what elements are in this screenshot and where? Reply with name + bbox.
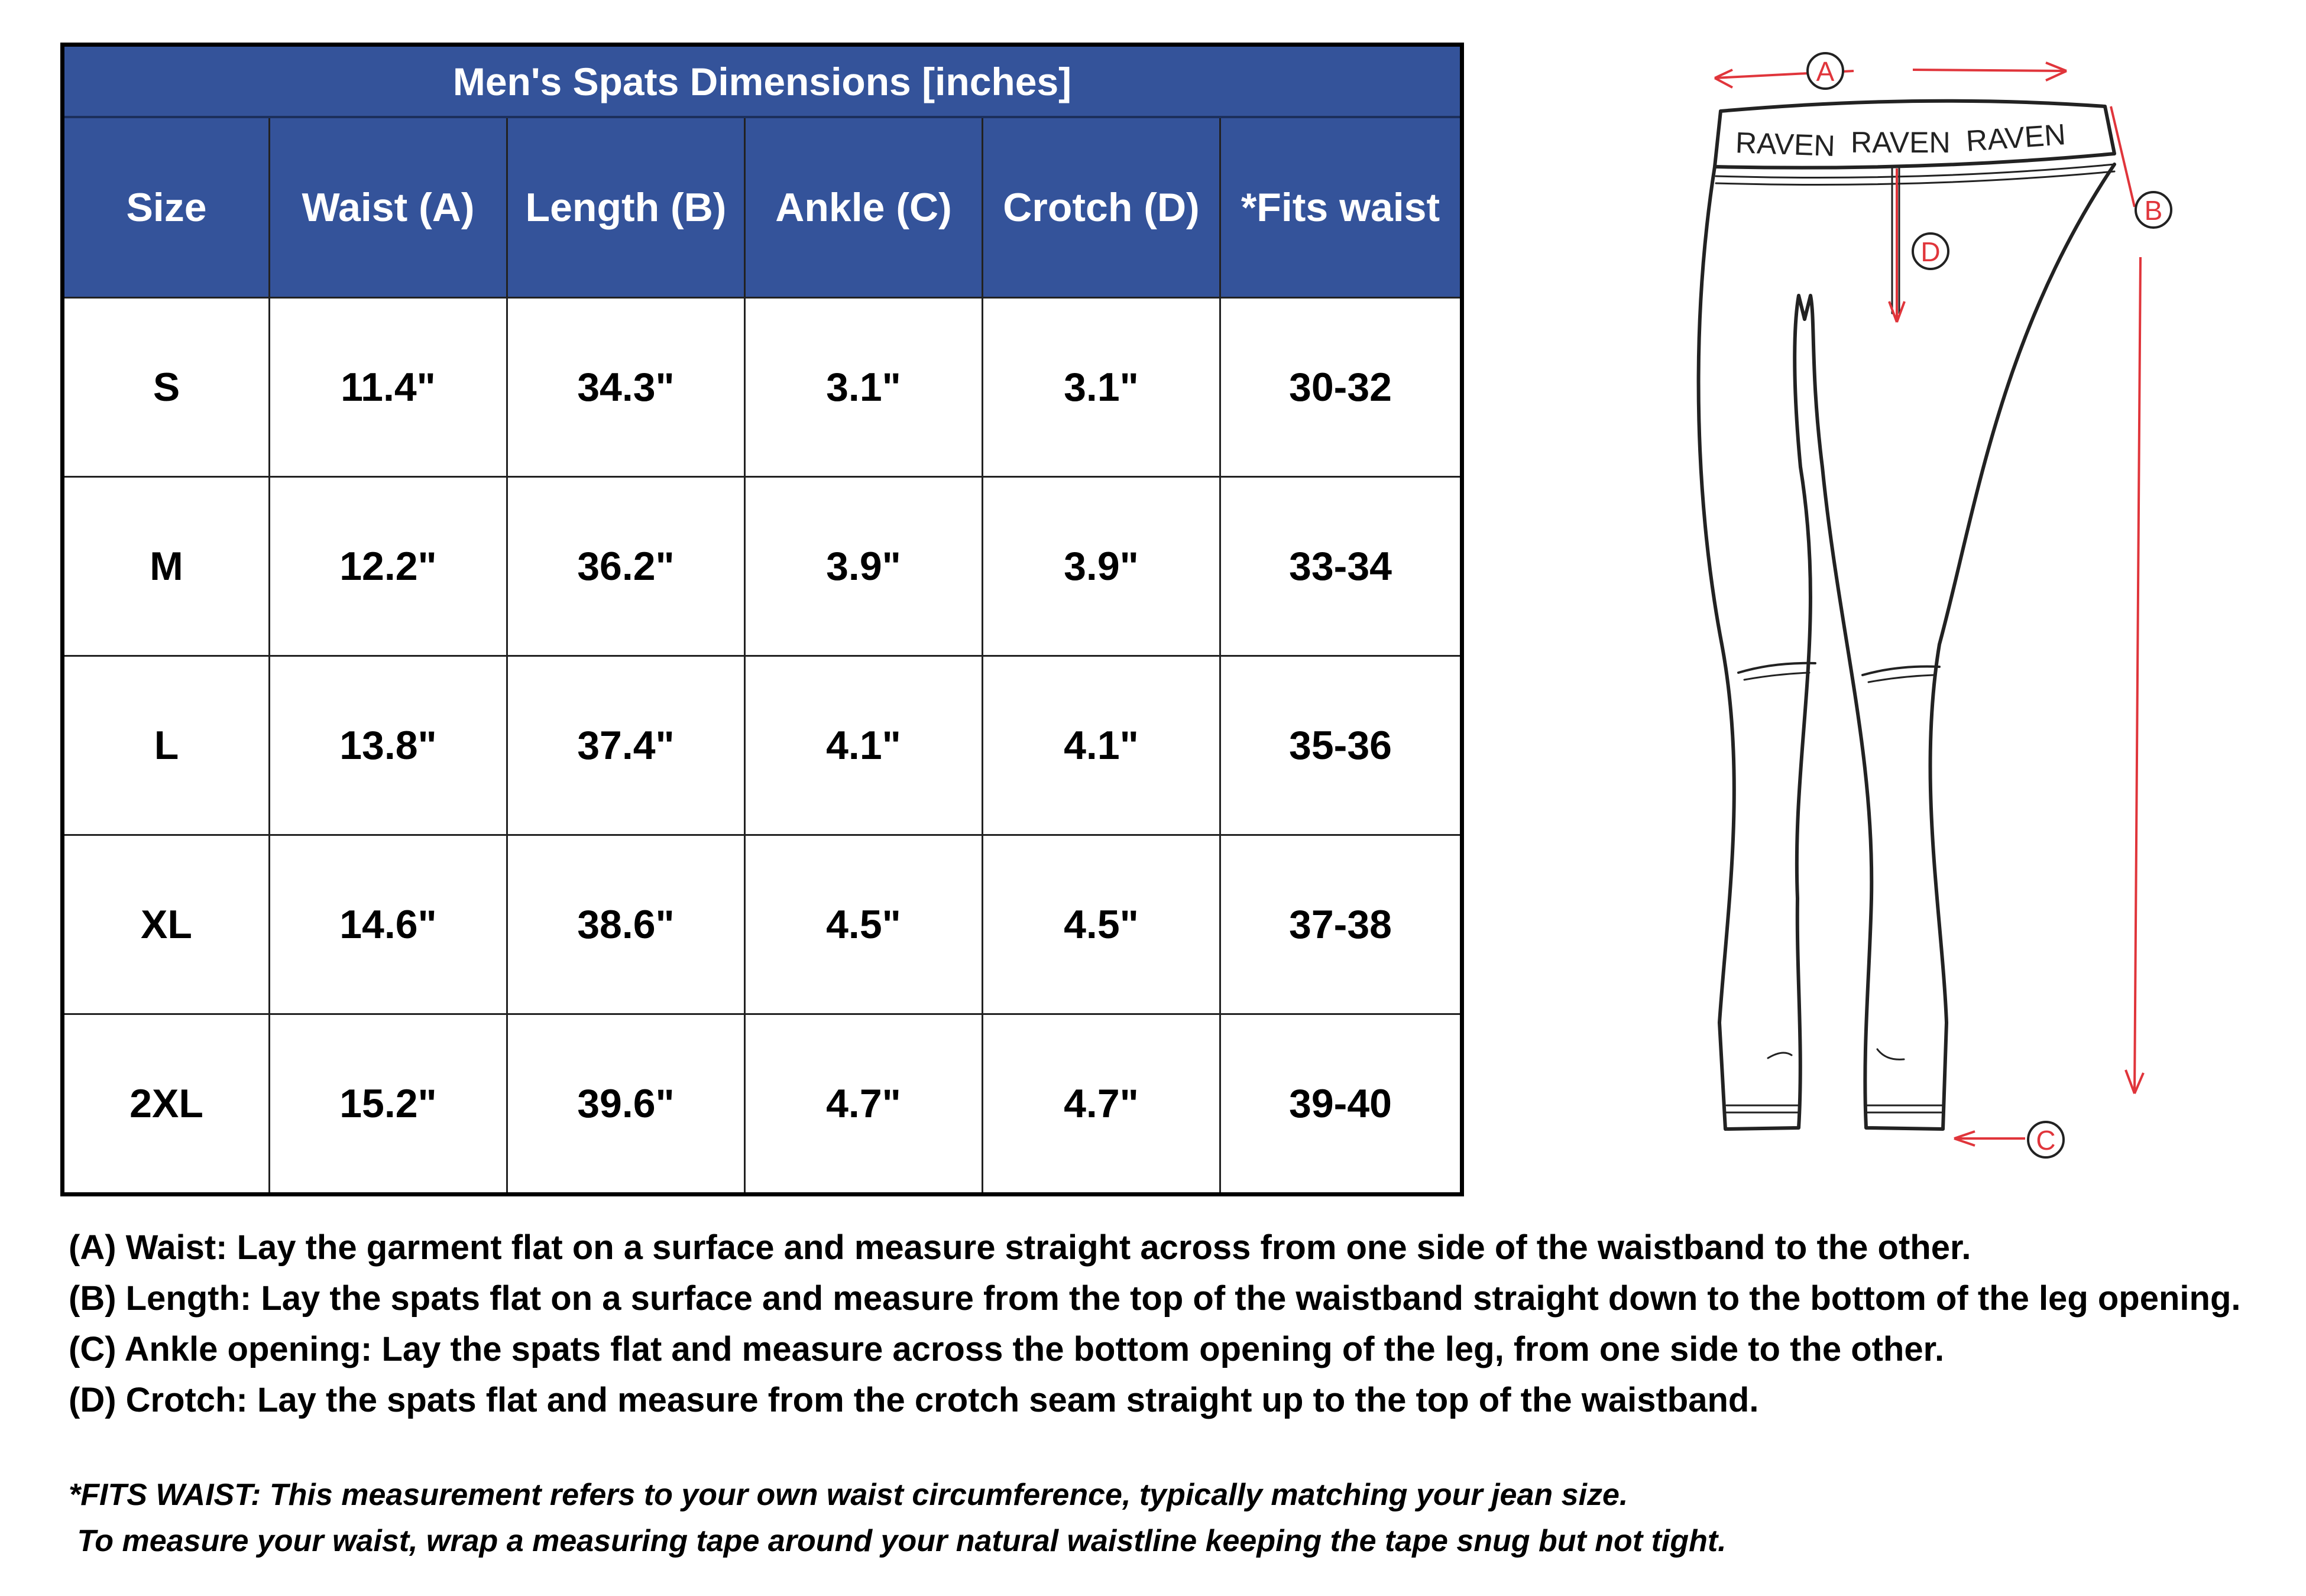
table-row (63, 1014, 1462, 1195)
marker-d (1913, 233, 1948, 269)
crotch-cell: 3.9" (983, 477, 1220, 656)
note-waist: (A) Waist: Lay the garment flat on a surface and measure straight across from one side of the waistband to the other. (69, 1228, 1971, 1267)
waist-cell: 14.6" (270, 835, 507, 1014)
note-crotch: (D) Crotch: Lay the spats flat and measure from the crotch seam straight up to the top of the waistband. (69, 1381, 1759, 1419)
spats-diagram (1644, 41, 2235, 1176)
table-header-row (63, 117, 1462, 298)
marker-a-label: A (1816, 56, 1835, 87)
waist-cell: 12.2" (270, 477, 507, 656)
left-knee-crease (1738, 663, 1815, 673)
leggings-outline (1699, 164, 2114, 1129)
length-cell: 34.3" (507, 298, 745, 477)
ankle-cell: 3.1" (745, 298, 983, 477)
column-header-length: Length (B) (507, 117, 745, 298)
size-chart-table (60, 43, 1464, 1196)
length-cell: 36.2" (507, 477, 745, 656)
left-ankle-crease (1768, 1053, 1792, 1058)
waistband-text-1: RAVEN (1735, 126, 1836, 163)
fits-waist-cell: 30-32 (1220, 298, 1462, 477)
footnote-instructions: To measure your waist, wrap a measuring tape around your natural waistline keeping the tape snug but not tight. (69, 1524, 1727, 1558)
table-title: Men's Spats Dimensions [inches] (63, 45, 1462, 118)
fits-waist-cell: 37-38 (1220, 835, 1462, 1014)
crotch-cell: 3.1" (983, 298, 1220, 477)
fits-waist-footnote (69, 1472, 2256, 1564)
right-knee-crease (1863, 667, 1939, 675)
length-arrow (2111, 106, 2140, 1094)
ankle-cell: 4.7" (745, 1014, 983, 1195)
column-header-ankle: Ankle (C) (745, 117, 983, 298)
size-cell: M (63, 477, 270, 656)
marker-b (2136, 192, 2171, 228)
size-cell: L (63, 656, 270, 835)
waist-arrow (1715, 70, 2067, 78)
length-cell: 38.6" (507, 835, 745, 1014)
note-ankle: (C) Ankle opening: Lay the spats flat and measure across the bottom opening of the leg, from one side to the other. (69, 1330, 1945, 1368)
table-row (63, 477, 1462, 656)
marker-b-label: B (2144, 195, 2163, 226)
length-cell: 39.6" (507, 1014, 745, 1195)
column-header-waist: Waist (A) (270, 117, 507, 298)
fits-waist-cell: 39-40 (1220, 1014, 1462, 1195)
waist-cell: 15.2" (270, 1014, 507, 1195)
waist-cell: 11.4" (270, 298, 507, 477)
column-header-size: Size (63, 117, 270, 298)
ankle-cell: 4.5" (745, 835, 983, 1014)
measurement-notes (69, 1222, 2292, 1426)
crotch-cell: 4.5" (983, 835, 1220, 1014)
ankle-cell: 4.1" (745, 656, 983, 835)
table-row (63, 298, 1462, 477)
table-row (63, 835, 1462, 1014)
marker-c (2028, 1122, 2064, 1157)
marker-a (1808, 53, 1843, 89)
length-cell: 37.4" (507, 656, 745, 835)
marker-c-label: C (2036, 1125, 2056, 1156)
ankle-cell: 3.9" (745, 477, 983, 656)
crotch-cell: 4.7" (983, 1014, 1220, 1195)
note-length: (B) Length: Lay the spats flat on a surface and measure from the top of the waistband straight down to the bottom of the leg opening. (69, 1279, 2241, 1318)
waistband-text-2: RAVEN (1851, 126, 1951, 159)
waistband-text-3: RAVEN (1965, 118, 2067, 158)
size-cell: S (63, 298, 270, 477)
size-cell: 2XL (63, 1014, 270, 1195)
waist-cell: 13.8" (270, 656, 507, 835)
size-cell: XL (63, 835, 270, 1014)
crotch-cell: 4.1" (983, 656, 1220, 835)
right-ankle-crease (1877, 1049, 1904, 1059)
column-header-fits-waist: *Fits waist (1220, 117, 1462, 298)
table-row (63, 656, 1462, 835)
marker-d-label: D (1920, 236, 1941, 267)
fits-waist-cell: 33-34 (1220, 477, 1462, 656)
column-header-crotch: Crotch (D) (983, 117, 1220, 298)
table-title-row (63, 45, 1462, 118)
fits-waist-cell: 35-36 (1220, 656, 1462, 835)
footnote-definition: *FITS WAIST: This measurement refers to your own waist circumference, typically matching your jean size. (69, 1478, 1628, 1512)
